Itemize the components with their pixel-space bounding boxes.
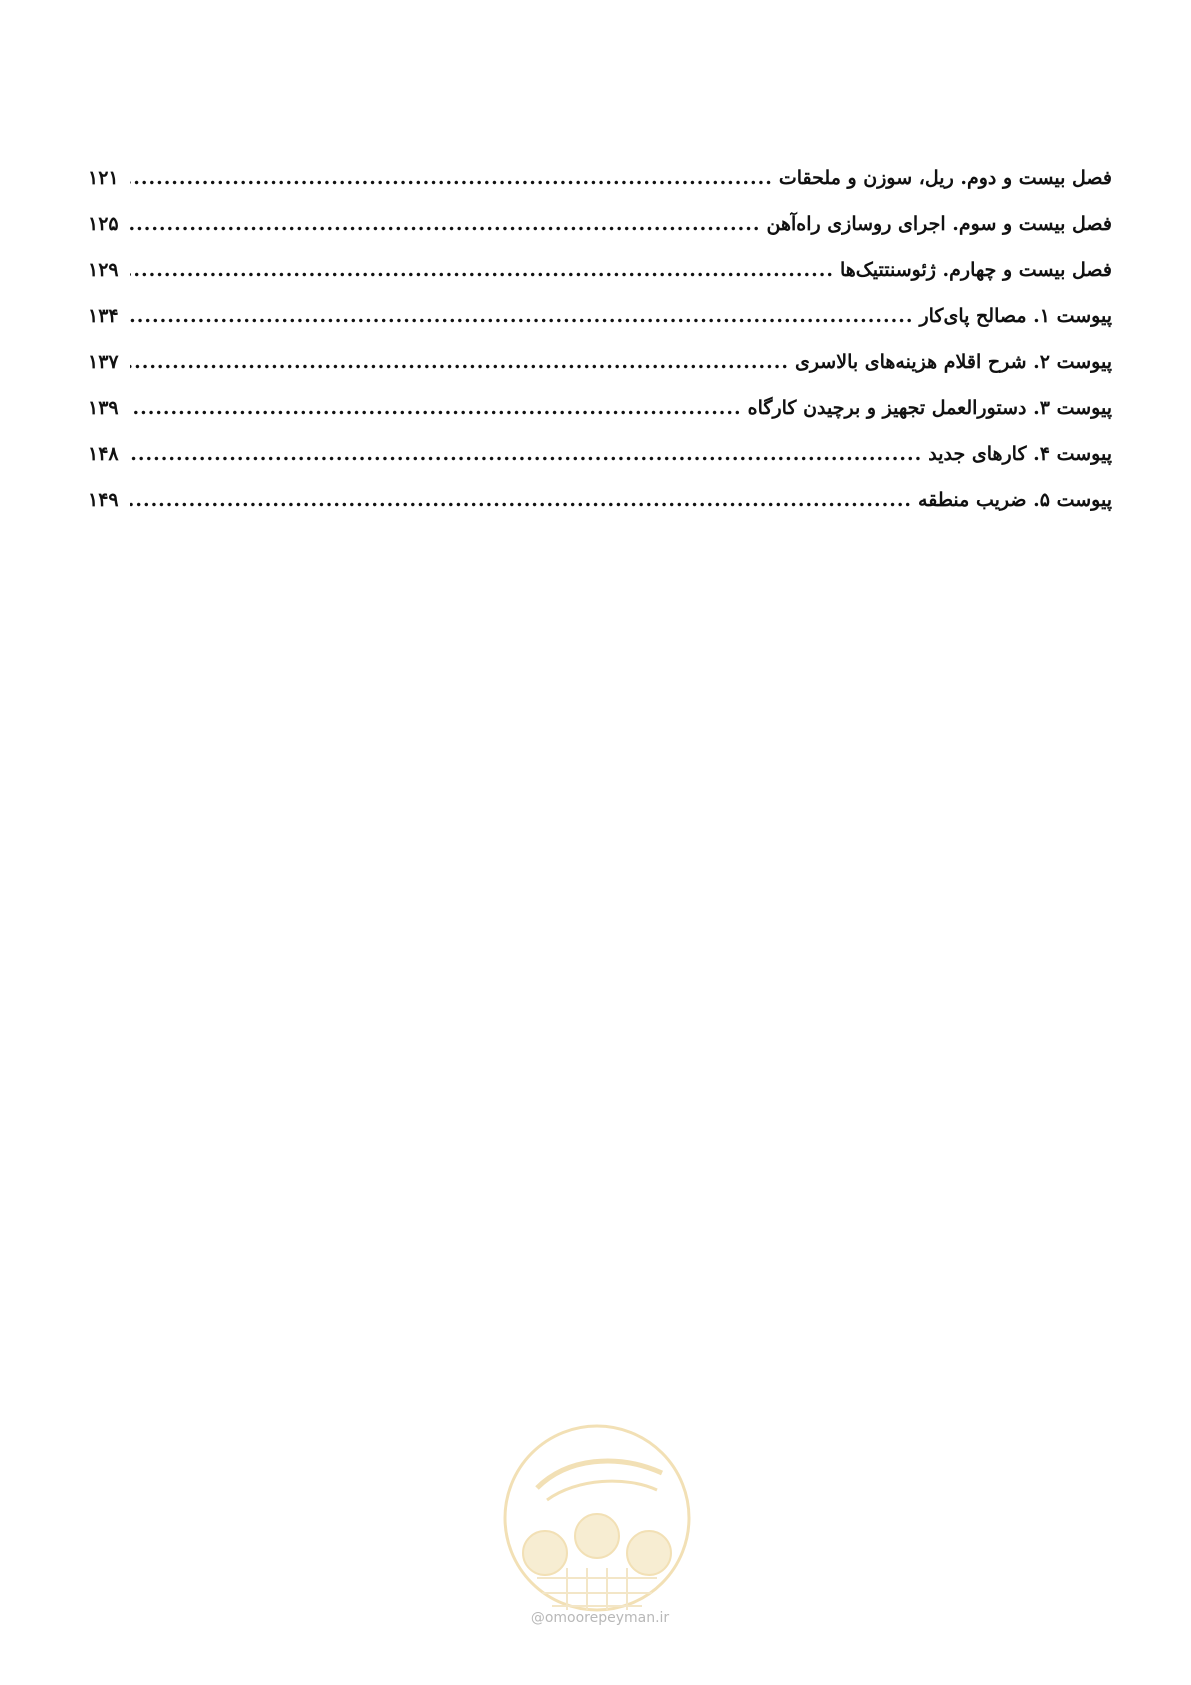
toc-dot-leader <box>130 431 922 477</box>
toc-entry-appendix-5[interactable] <box>88 477 1112 523</box>
toc-entry-title: پیوست ۲. شرح اقلام هزینه‌های بالاسری <box>794 351 1112 373</box>
toc-entry-page: ۱۳۷ <box>88 351 119 373</box>
toc-entry-appendix-1[interactable] <box>88 293 1112 339</box>
toc-entry-chapter-23[interactable] <box>88 201 1112 247</box>
toc-entry-page: ۱۴۸ <box>88 443 119 465</box>
toc-entry-page: ۱۴۹ <box>88 489 119 511</box>
toc-entry-page: ۱۲۵ <box>88 213 119 235</box>
toc-dot-leader <box>130 385 742 431</box>
toc-entry-title: فصل بیست و سوم. اجرای روسازی راه‌آهن <box>766 213 1112 235</box>
toc-dot-leader <box>130 201 761 247</box>
toc-entry-title: فصل بیست و دوم. ریل، سوزن و ملحقات <box>778 167 1112 189</box>
watermark-url: @omoorepeyman.ir <box>530 1610 670 1626</box>
toc-entry-title: پیوست ۱. مصالح پای‌کار <box>919 305 1112 327</box>
toc-entry-appendix-2[interactable] <box>88 339 1112 385</box>
toc-entry-appendix-3[interactable] <box>88 385 1112 431</box>
toc-entry-appendix-4[interactable] <box>88 431 1112 477</box>
toc-dot-leader <box>130 339 789 385</box>
toc-dot-leader <box>130 477 912 523</box>
toc-entry-chapter-24[interactable] <box>88 247 1112 293</box>
table-of-contents <box>88 155 1112 523</box>
toc-entry-title: پیوست ۴. کارهای جدید <box>928 443 1112 465</box>
toc-entry-page: ۱۳۴ <box>88 305 119 327</box>
toc-entry-title: پیوست ۵. ضریب منطقه <box>918 489 1112 511</box>
toc-entry-page: ۱۲۹ <box>88 259 119 281</box>
toc-dot-leader <box>130 155 773 201</box>
toc-entry-title: پیوست ۳. دستورالعمل تجهیز و برچیدن کارگاه <box>747 397 1112 419</box>
toc-entry-chapter-22[interactable] <box>88 155 1112 201</box>
toc-dot-leader <box>130 247 834 293</box>
toc-entry-title: فصل بیست و چهارم. ژئوسنتتیک‌ها <box>839 259 1112 281</box>
toc-dot-leader <box>130 293 913 339</box>
toc-entry-page: ۱۳۹ <box>88 397 119 419</box>
toc-entry-page: ۱۲۱ <box>88 167 119 189</box>
